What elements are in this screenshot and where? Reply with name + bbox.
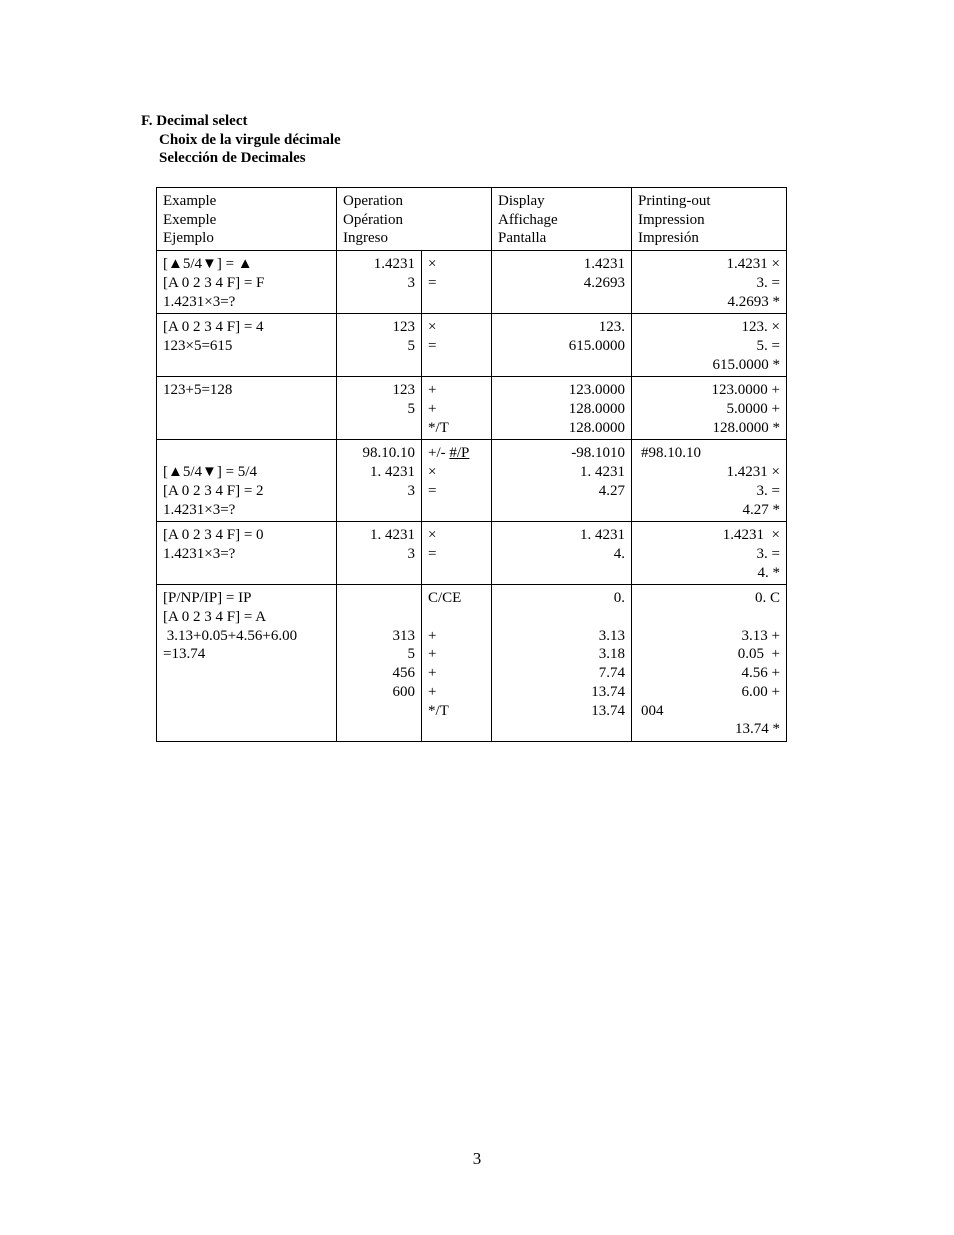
page-number: 3: [472, 1149, 482, 1168]
entry-cell: 313 5 456 600: [337, 585, 422, 742]
section-subtitle-fr: Choix de la virgule décimale: [159, 131, 341, 148]
header-display: Display Affichage Pantalla: [492, 188, 632, 251]
entry-cell: 1. 4231 3: [337, 522, 422, 585]
example-cell: [▲5/4▼] = 5/4 [A 0 2 3 4 F] = 2 1.4231×3=?: [157, 440, 337, 522]
example-cell: [P/NP/IP] = IP [A 0 2 3 4 F] = A 3.13+0.05+4.56+6.00 =13.74: [157, 585, 337, 742]
operation-cell: C/CE + + + + */T: [422, 585, 492, 742]
header-operation: Operation Opération Ingreso: [337, 188, 492, 251]
printing-cell: 1.4231 × 3. = 4. *: [632, 522, 787, 585]
example-cell: [A 0 2 3 4 F] = 4 123×5=615: [157, 314, 337, 377]
display-cell: 1. 4231 4.: [492, 522, 632, 585]
printing-cell: 123.0000 + 5.0000 + 128.0000 *: [632, 377, 787, 440]
display-cell: 123.0000 128.0000 128.0000: [492, 377, 632, 440]
printing-cell: 0. C 3.13 + 0.05 + 4.56 + 6.00 + 004 13.74 *: [632, 585, 787, 742]
entry-cell: 98.10.10 1. 4231 3: [337, 440, 422, 522]
operation-cell: × =: [422, 522, 492, 585]
entry-cell: 123 5: [337, 314, 422, 377]
op-underlined: #/P: [449, 445, 470, 462]
table-row: [157, 251, 787, 314]
section-subtitle-es: Selección de Decimales: [159, 150, 306, 167]
operation-cell: × =: [422, 251, 492, 314]
entry-cell: 1.4231 3: [337, 251, 422, 314]
table-header-row: [157, 188, 787, 251]
op-prefix: +/-: [428, 445, 450, 462]
operation-cell: × =: [422, 314, 492, 377]
example-cell: [A 0 2 3 4 F] = 0 1.4231×3=?: [157, 522, 337, 585]
table-row: [157, 522, 787, 585]
section-heading: [141, 112, 341, 168]
printing-cell: 1.4231 × 3. = 4.2693 *: [632, 251, 787, 314]
display-cell: 123. 615.0000: [492, 314, 632, 377]
operation-cell: +/- #/P × =: [422, 440, 492, 522]
table-row: [157, 585, 787, 742]
print-count: 004: [641, 702, 664, 719]
table-row: [157, 377, 787, 440]
header-example: Example Exemple Ejemplo: [157, 188, 337, 251]
section-title: F. Decimal select: [141, 113, 248, 129]
display-cell: 0. 3.13 3.18 7.74 13.74 13.74: [492, 585, 632, 742]
decimal-select-table: [156, 187, 787, 742]
header-printing: Printing-out Impression Impresión: [632, 188, 787, 251]
display-cell: 1.4231 4.2693: [492, 251, 632, 314]
entry-cell: 123 5: [337, 377, 422, 440]
example-cell: 123+5=128: [157, 377, 337, 440]
printing-cell: 123. × 5. = 615.0000 *: [632, 314, 787, 377]
table-row: [157, 314, 787, 377]
printing-cell: #98.10.10 1.4231 × 3. = 4.27 *: [632, 440, 787, 522]
print-total: 13.74 *: [735, 721, 781, 738]
table-row: [157, 440, 787, 522]
operation-cell: + + */T: [422, 377, 492, 440]
display-cell: -98.1010 1. 4231 4.27: [492, 440, 632, 522]
example-cell: [▲5/4▼] = ▲ [A 0 2 3 4 F] = F 1.4231×3=?: [157, 251, 337, 314]
